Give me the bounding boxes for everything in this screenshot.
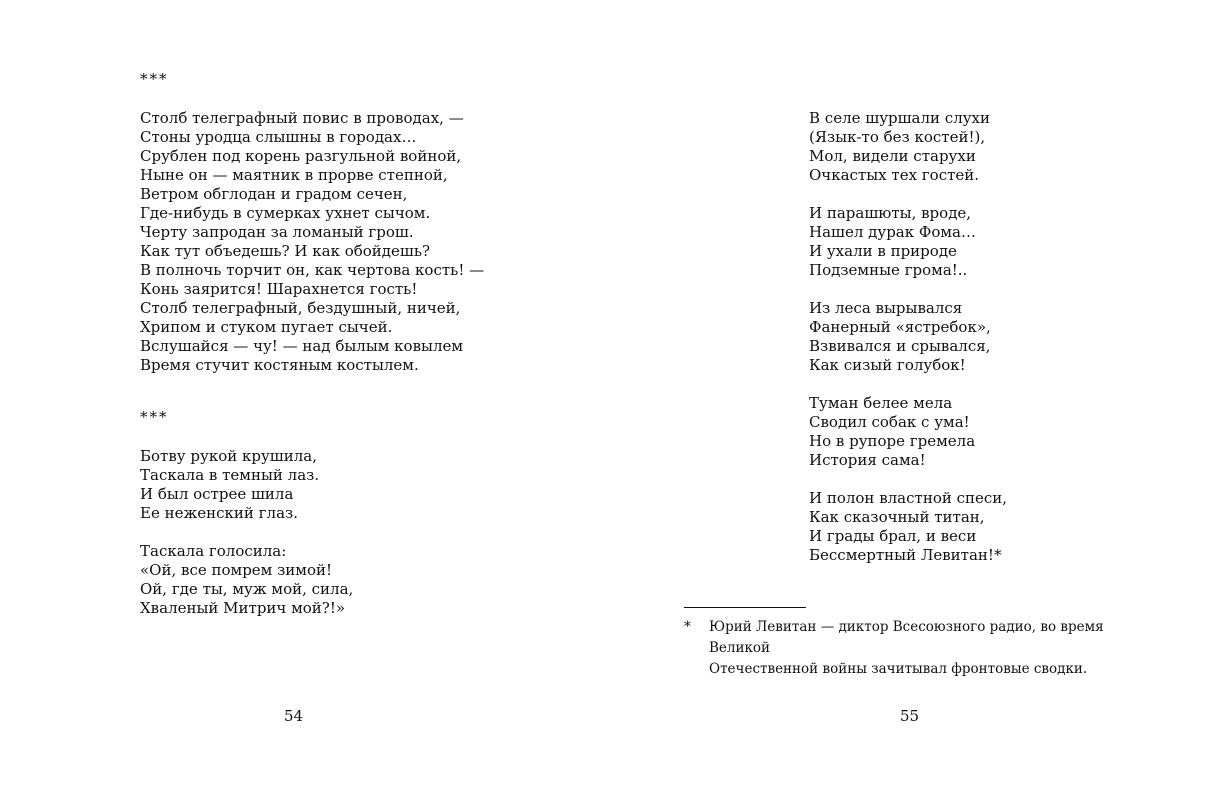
poem-line: Где-нибудь в сумерках ухнет сычом. bbox=[140, 204, 431, 222]
footnote-divider bbox=[684, 607, 806, 608]
poem-line: Хваленый Митрич мой?!» bbox=[140, 599, 346, 617]
poem-line: Фанерный «ястребок», bbox=[809, 318, 991, 336]
stanza-gap bbox=[809, 470, 1007, 489]
poem-line: Очкастых тех гостей. bbox=[809, 166, 980, 184]
poem-line: Из леса вырывался bbox=[809, 299, 963, 317]
poem-line: Вслушайся — чу! — над былым ковылем bbox=[140, 337, 464, 355]
poem-line: И грады брал, и веси bbox=[809, 527, 977, 545]
poem-line: Сводил собак с ума! bbox=[809, 413, 970, 431]
poem-line: Как сказочный титан, bbox=[809, 508, 985, 526]
poem-line: Ой, где ты, муж мой, сила, bbox=[140, 580, 354, 598]
poem-line: Ветром обглодан и градом сечен, bbox=[140, 185, 408, 203]
footnote-mark: * bbox=[684, 619, 691, 635]
poem-line: Ее неженский глаз. bbox=[140, 504, 298, 522]
stanza-gap bbox=[809, 185, 1007, 204]
footnote bbox=[684, 617, 1154, 680]
poem-line: Ботву рукой крушила, bbox=[140, 447, 317, 465]
poem-line: Подземные грома!.. bbox=[809, 261, 968, 279]
stanza-gap bbox=[809, 375, 1007, 394]
poem-line: В селе шуршали слухи bbox=[809, 109, 991, 127]
poem-line: (Язык-то без костей!), bbox=[809, 128, 986, 146]
poem-line: «Ой, все помрем зимой! bbox=[140, 561, 333, 579]
poem-line: И был острее шила bbox=[140, 485, 294, 503]
poem-line: Конь заярится! Шарахнется гость! bbox=[140, 280, 418, 298]
poem-line: Таскала в темный лаз. bbox=[140, 466, 320, 484]
poem-line: История сама! bbox=[809, 451, 926, 469]
poem-line: Туман белее мела bbox=[809, 394, 953, 412]
poem-line: Ныне он — маятник в прорве степной, bbox=[140, 166, 448, 184]
poem-telegraph-pole bbox=[140, 109, 484, 375]
page-number: 55 bbox=[900, 707, 920, 725]
poem-line: Но в рупоре гремела bbox=[809, 432, 976, 450]
poem-line: Черту запродан за ломаный грош. bbox=[140, 223, 414, 241]
poem-line: Время стучит костяным костылем. bbox=[140, 356, 419, 374]
poem-tops bbox=[140, 447, 353, 618]
poem-line: Взвивался и срывался, bbox=[809, 337, 991, 355]
poem-line: Стоны уродца слышны в городах… bbox=[140, 128, 417, 146]
poem-line: Нашел дурак Фома… bbox=[809, 223, 976, 241]
poem-line: И полон властной спеси, bbox=[809, 489, 1008, 507]
poem-line: Как сизый голубок! bbox=[809, 356, 966, 374]
poem-line: И ухали в природе bbox=[809, 242, 957, 260]
poem-line: Бессмертный Левитан!* bbox=[809, 546, 1002, 564]
section-separator: *** bbox=[140, 70, 169, 88]
poem-line: Как тут объедешь? И как обойдешь? bbox=[140, 242, 431, 260]
poem-line: И парашюты, вроде, bbox=[809, 204, 972, 222]
stanza-gap bbox=[140, 523, 353, 542]
footnote-text-line: Отечественной войны зачитывал фронтовые сводки. bbox=[709, 661, 1088, 677]
section-separator: *** bbox=[140, 408, 169, 426]
poem-line: Мол, видели старухи bbox=[809, 147, 976, 165]
poem-line: В полночь торчит он, как чертова кость! — bbox=[140, 261, 485, 279]
poem-line: Столб телеграфный повис в проводах, — bbox=[140, 109, 464, 127]
stanza-gap bbox=[809, 280, 1007, 299]
poem-line: Столб телеграфный, бездушный, ничей, bbox=[140, 299, 461, 317]
poem-levitan bbox=[809, 109, 1007, 565]
poem-line: Хрипом и стуком пугает сычей. bbox=[140, 318, 393, 336]
poem-line: Таскала голосила: bbox=[140, 542, 287, 560]
page-number: 54 bbox=[284, 707, 304, 725]
right-page bbox=[606, 0, 1212, 800]
footnote-text-line: Юрий Левитан — диктор Всесоюзного радио, во время Великой bbox=[709, 619, 1104, 656]
poem-line: Срублен под корень разгульной войной, bbox=[140, 147, 462, 165]
